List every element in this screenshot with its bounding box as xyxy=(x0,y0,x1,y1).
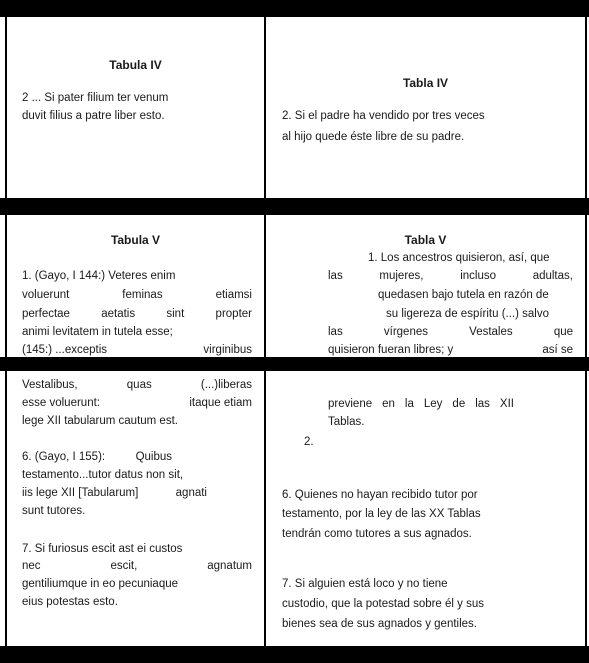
text-row xyxy=(22,540,182,558)
top-bar xyxy=(0,0,589,17)
text-word: 6. Quienes no hayan recibido tutor por xyxy=(282,489,478,501)
left-border xyxy=(5,0,7,663)
text-row xyxy=(328,395,514,413)
text-row xyxy=(328,413,364,431)
text-word: previene xyxy=(328,398,373,410)
text-word: las xyxy=(328,270,343,282)
text-row xyxy=(22,593,118,611)
text-row xyxy=(282,505,481,523)
block2-left-title: Tabula V xyxy=(110,233,161,247)
text-word: sunt tutores. xyxy=(22,505,86,517)
text-row xyxy=(328,341,573,359)
text-word: gentiliumque in eo pecuniaque xyxy=(22,578,179,590)
text-word: eius potestas esto. xyxy=(22,596,118,608)
text-word: 1. (Gayo, I 144:) Veteres enim xyxy=(22,270,176,282)
text-row xyxy=(22,267,175,285)
text-row xyxy=(282,575,448,593)
text-row xyxy=(282,525,472,543)
text-row xyxy=(22,305,252,323)
text-word: en xyxy=(382,398,395,410)
text-row xyxy=(282,615,477,633)
text-word: Vestales xyxy=(469,326,513,338)
text-row xyxy=(22,502,85,520)
text-word: 1. Los ancestros quisieron, así, que xyxy=(368,252,550,264)
bottom-bar xyxy=(0,646,589,663)
text-word: (...)liberas xyxy=(200,379,252,391)
block1-right-line-1: 2. Si el padre ha vendido por tres veces xyxy=(282,110,485,122)
text-row xyxy=(328,267,573,285)
block1-left-title: Tabula IV xyxy=(109,58,162,72)
text-word: 7. Si alguien está loco y no tiene xyxy=(282,578,448,590)
text-word: itaque etiam xyxy=(189,397,252,409)
text-word: nec xyxy=(22,560,41,572)
text-row xyxy=(22,341,252,359)
text-word: iis lege XII [Tabularum] xyxy=(22,487,139,499)
text-row xyxy=(22,466,183,484)
text-word: propter xyxy=(215,308,252,320)
text-row xyxy=(386,305,549,323)
text-word: feminas xyxy=(122,289,163,301)
center-divider xyxy=(264,0,266,663)
text-word: quedasen bajo tutela en razón de xyxy=(378,289,549,301)
text-row xyxy=(22,286,252,304)
text-word: XII xyxy=(499,398,514,410)
text-row xyxy=(282,595,484,613)
text-row xyxy=(368,249,550,267)
text-word: bienes sea de sus agnados y gentiles. xyxy=(282,618,477,630)
text-word: etiamsi xyxy=(215,289,252,301)
text-word: que xyxy=(553,326,573,338)
text-word: la xyxy=(404,398,414,410)
text-row xyxy=(22,575,178,593)
text-word: voluerunt xyxy=(22,289,70,301)
text-word: las xyxy=(475,398,490,410)
block2-right-title: Tabla V xyxy=(404,233,447,247)
text-row xyxy=(378,286,549,304)
text-word: su ligereza de espíritu (...) salvo xyxy=(386,308,549,320)
text-word: Ley xyxy=(423,398,443,410)
text-word: testamento, por la ley de las XX Tablas xyxy=(282,508,481,520)
text-word: adultas, xyxy=(532,270,573,282)
text-word: agnati xyxy=(175,487,207,499)
block1-right-line-2: al hijo quede éste libre de su padre. xyxy=(282,131,465,143)
separator-bar-2 xyxy=(0,357,589,371)
text-word: tendrán como tutores a sus agnados. xyxy=(282,528,472,540)
text-word: agnatum xyxy=(207,560,252,572)
text-word: esse voluerunt: xyxy=(22,397,100,409)
text-word: 7. Si furiosus escit ast ei custos xyxy=(22,543,183,555)
text-word: quas xyxy=(126,379,152,391)
block1-left-line-2: duvit filius a patre liber esto. xyxy=(22,110,165,122)
text-word: así se xyxy=(542,344,573,356)
text-word: animi levitatem in tutela esse; xyxy=(22,326,173,338)
text-word: 2. xyxy=(304,436,314,448)
text-word: perfectae xyxy=(22,308,70,320)
text-row xyxy=(22,376,252,394)
text-word: virginibus xyxy=(203,344,252,356)
text-row xyxy=(22,557,252,575)
text-word: Vestalibus, xyxy=(22,379,78,391)
text-word: quisieron fueran libres; y xyxy=(328,344,454,356)
text-word: Quibus xyxy=(135,451,172,463)
text-word: las xyxy=(328,326,343,338)
separator-bar-1 xyxy=(0,198,589,215)
text-row xyxy=(22,448,172,466)
text-row xyxy=(282,486,478,504)
block1-left-line-1: 2 ... Si pater filium ter venum xyxy=(22,92,169,104)
text-word: aetatis xyxy=(101,308,136,320)
text-word: incluso xyxy=(460,270,496,282)
text-word: de xyxy=(452,398,466,410)
text-word: sint xyxy=(166,308,185,320)
right-border xyxy=(585,0,587,663)
text-word: Tablas. xyxy=(328,416,365,428)
text-word: vírgenes xyxy=(383,326,428,338)
text-row xyxy=(304,433,314,451)
block1-right-title: Tabla IV xyxy=(402,76,449,90)
text-word: testamento...tutor datus non sit, xyxy=(22,469,184,481)
text-word: (145:) ...exceptis xyxy=(22,344,108,356)
text-word: custodio, que la potestad sobre él y sus xyxy=(282,598,485,610)
text-word: lege XII tabularum cautum est. xyxy=(22,415,178,427)
text-row xyxy=(22,412,178,430)
text-word: escit, xyxy=(110,560,138,572)
text-word: mujeres, xyxy=(379,270,424,282)
text-row xyxy=(328,323,573,341)
text-word: 6. (Gayo, I 155): xyxy=(22,451,106,463)
text-row xyxy=(22,323,173,341)
text-row xyxy=(22,484,207,502)
text-row xyxy=(22,394,252,412)
